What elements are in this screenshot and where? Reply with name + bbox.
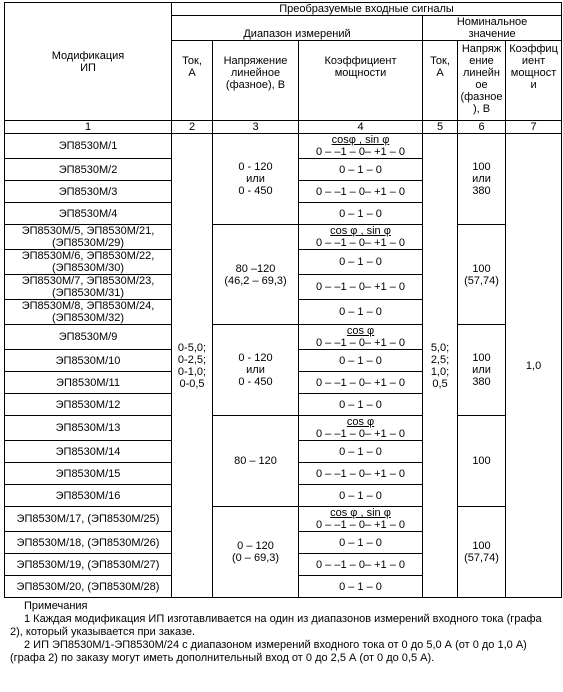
power-factor-head: cos φ , sin φ (330, 225, 391, 237)
power-factor-cell: 0 – 1 – 0 (299, 532, 423, 554)
modification-cell: ЭП8530М/5, ЭП8530М/21, (ЭП8530М/29) (5, 225, 172, 250)
table-row (5, 225, 562, 250)
current-nominal-cell: 5,0; 2,5; 1,0; 0,5 (423, 134, 458, 598)
voltage-range-cell: 0 - 120 или 0 - 450 (213, 325, 299, 416)
modification-cell: ЭП8530М/9 (5, 325, 172, 350)
power-factor-range: 0 – –1 – 0– +1 – 0 (316, 237, 405, 249)
power-factor-range: 0 – –1 – 0– +1 – 0 (316, 146, 405, 158)
column-number: 5 (423, 121, 458, 134)
power-factor-head: cos φ (346, 325, 375, 337)
note-2: 2 ИП ЭП8530М/1-ЭП8530М/24 с диапазоном измерений входного тока от 0 до 5,0 А (от 0 до 1,0 А) (графа 2) по заказу могут иметь дополнительный вход от 0 до 2,5 А (от 0 до 0,5 А). (10, 639, 527, 664)
power-factor-head: cosφ , sin φ (331, 134, 390, 146)
voltage-range-cell: 0 – 120 (0 – 69,3) (213, 507, 299, 598)
power-factor-cell: 0 – 1 – 0 (299, 159, 423, 181)
voltage-nominal-cell: 100 или 380 (458, 325, 506, 416)
header-power-factor-nominal: Коэффиц иент мощност и (506, 41, 562, 121)
table-row (5, 325, 562, 350)
header-current-nominal: Ток, А (423, 41, 458, 121)
voltage-nominal-cell: 100 (458, 416, 506, 507)
modification-cell: ЭП8530М/19, (ЭП8530М/27) (5, 554, 172, 576)
power-factor-cell: 0 – 1 – 0 (299, 576, 423, 598)
power-factor-range: 0 – –1 – 0– +1 – 0 (316, 428, 405, 440)
header-input-signals: Преобразуемые входные сигналы (172, 3, 562, 16)
modification-cell: ЭП8530М/1 (5, 134, 172, 159)
modification-cell: ЭП8530М/15 (5, 463, 172, 485)
header-voltage-nominal: Напряж ение линейн ое (фазное ), В (458, 41, 506, 121)
voltage-range-cell: 80 – 120 (213, 416, 299, 507)
table-row (5, 507, 562, 532)
power-factor-cell (299, 507, 423, 532)
notes-section (10, 600, 556, 665)
power-factor-cell (299, 225, 423, 250)
power-factor-cell: 0 – –1 – 0– +1 – 0 (299, 554, 423, 576)
header-power-factor: Коэффициент мощности (299, 41, 423, 121)
power-factor-cell: 0 – –1 – 0– +1 – 0 (299, 463, 423, 485)
power-factor-range: 0 – –1 – 0– +1 – 0 (316, 337, 405, 349)
column-number: 2 (172, 121, 213, 134)
modification-cell: ЭП8530М/8, ЭП8530М/24, (ЭП8530М/32) (5, 300, 172, 325)
modification-cell: ЭП8530М/20, (ЭП8530М/28) (5, 576, 172, 598)
power-factor-cell (299, 416, 423, 441)
column-number: 1 (5, 121, 172, 134)
modification-cell: ЭП8530М/7, ЭП8530М/23, (ЭП8530М/31) (5, 275, 172, 300)
power-factor-cell: 0 – 1 – 0 (299, 350, 423, 372)
modification-cell: ЭП8530М/3 (5, 181, 172, 203)
voltage-range-cell: 0 - 120 или 0 - 450 (213, 134, 299, 225)
power-factor-head: cos φ , sin φ (330, 507, 391, 519)
specs-table (4, 2, 562, 598)
modification-cell: ЭП8530М/14 (5, 441, 172, 463)
table-row (5, 416, 562, 441)
power-factor-cell: 0 – 1 – 0 (299, 394, 423, 416)
table-row (5, 134, 562, 159)
note-1: 1 Каждая модификация ИП изготавливается на один из диапазонов измерений входного тока (графа 2), который указывается при заказе. (10, 613, 542, 638)
voltage-range-cell: 80 –120 (46,2 – 69,3) (213, 225, 299, 325)
column-number: 3 (213, 121, 299, 134)
voltage-nominal-cell: 100 (57,74) (458, 225, 506, 325)
modification-cell: ЭП8530М/11 (5, 372, 172, 394)
power-factor-cell: 0 – 1 – 0 (299, 250, 423, 275)
notes-title: Примечания (24, 600, 88, 612)
voltage-nominal-cell: 100 или 380 (458, 134, 506, 225)
modification-cell: ЭП8530М/6, ЭП8530М/22, (ЭП8530М/30) (5, 250, 172, 275)
power-factor-range: 0 – –1 – 0– +1 – 0 (316, 519, 405, 531)
modification-cell: ЭП8530М/2 (5, 159, 172, 181)
modification-cell: ЭП8530М/13 (5, 416, 172, 441)
column-number: 6 (458, 121, 506, 134)
modification-cell: ЭП8530М/12 (5, 394, 172, 416)
power-factor-head: cos φ (346, 416, 375, 428)
header-voltage: Напряжение линейное (фазное), В (213, 41, 299, 121)
header-current: Ток, А (172, 41, 213, 121)
power-factor-cell: 0 – 1 – 0 (299, 441, 423, 463)
header-measurement-range: Диапазон измерений (172, 16, 423, 41)
column-number: 4 (299, 121, 423, 134)
modification-cell: ЭП8530М/16 (5, 485, 172, 507)
power-factor-cell: 0 – –1 – 0– +1 – 0 (299, 275, 423, 300)
power-factor-cell: 0 – 1 – 0 (299, 300, 423, 325)
power-factor-cell: 0 – –1 – 0– +1 – 0 (299, 372, 423, 394)
power-factor-cell (299, 134, 423, 159)
power-factor-cell: 0 – 1 – 0 (299, 485, 423, 507)
modification-cell: ЭП8530М/17, (ЭП8530М/25) (5, 507, 172, 532)
column-number: 7 (506, 121, 562, 134)
current-range-cell: 0-5,0; 0-2,5; 0-1,0; 0-0,5 (172, 134, 213, 598)
power-factor-cell: 0 – 1 – 0 (299, 203, 423, 225)
power-factor-cell: 0 – –1 – 0– +1 – 0 (299, 181, 423, 203)
header-modification: Модификация ИП (5, 3, 172, 121)
power-factor-nominal-cell: 1,0 (506, 134, 562, 598)
modification-cell: ЭП8530М/18, (ЭП8530М/26) (5, 532, 172, 554)
power-factor-cell (299, 325, 423, 350)
header-nominal-value: Номинальное значение (423, 16, 562, 41)
modification-cell: ЭП8530М/10 (5, 350, 172, 372)
voltage-nominal-cell: 100 (57,74) (458, 507, 506, 598)
modification-cell: ЭП8530М/4 (5, 203, 172, 225)
